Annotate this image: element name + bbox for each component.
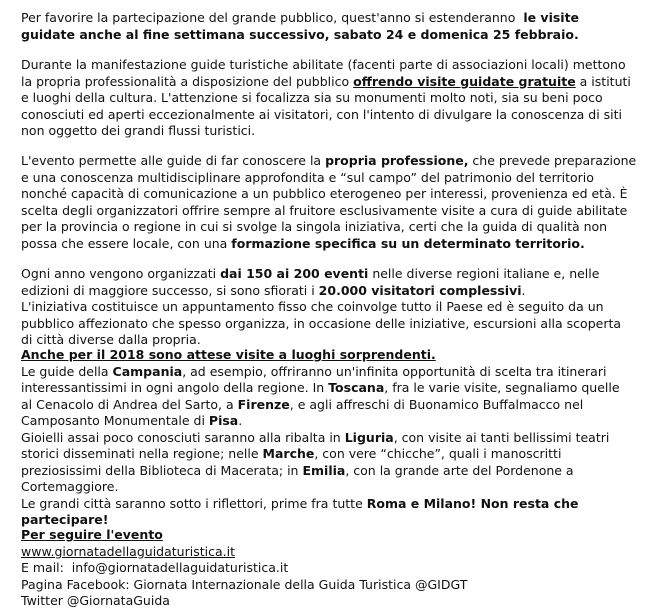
body-text: per la provincia o regione in cui si svolge la singola iniziativa, certi che la guida di qualità non <box>21 219 608 234</box>
text-line <box>21 364 620 381</box>
body-text: conosciuti ed aperti eccezionalmente ai visitatori, con l'intento di divulgare la conoscenza di siti <box>21 106 623 122</box>
body-text: interessantissimi in ogni angolo della regione. In <box>21 380 329 395</box>
body-text: e luoghi della cultura. L'attenzione si focalizza sia su monumenti molto noti, sia su beni poco <box>21 90 603 105</box>
emphasized-text: Emilia <box>302 462 346 478</box>
text-line <box>21 57 631 74</box>
emphasized-underlined-text: offrendo visite guidate gratuite <box>353 73 576 89</box>
emphasized-text: le visite <box>523 10 580 25</box>
text-line <box>21 463 620 480</box>
body-text: , e agli affreschi di Buonamico Buffalmacco nel <box>289 396 584 412</box>
body-text: Le guide della <box>21 363 113 379</box>
text-line <box>21 577 467 594</box>
text-line <box>21 380 620 397</box>
text-line <box>21 560 467 577</box>
body-text: di città diverse dalla propria. <box>21 332 201 347</box>
body-text: E mail: info@giornatadellaguidaturistica.it <box>21 560 289 575</box>
body-text: nelle diverse regioni italiane e, nelle <box>368 266 600 281</box>
emphasized-text: partecipare! <box>21 512 109 527</box>
description-paragraph <box>21 57 631 140</box>
body-text: non oggetto dei grandi flussi turistici. <box>21 123 256 138</box>
text-line <box>21 283 621 300</box>
body-text: Gioielli assai poco conosciuti saranno alla ribalta in <box>21 429 345 445</box>
text-line <box>21 446 620 463</box>
body-text: , con la grande arte del Pordenone a <box>345 462 574 478</box>
body-text: , fra le varie visite, segnaliamo quelle <box>384 380 620 395</box>
body-text: Le grandi città saranno sotto i riflettori, prime fra tutte <box>21 495 367 511</box>
emphasized-text: Firenze <box>237 396 290 412</box>
body-text: . <box>521 282 526 298</box>
body-text: , con vere “chicche”, quali i manoscritti <box>314 446 562 461</box>
text-line <box>21 316 621 333</box>
body-text: preziosissimi della Biblioteca di Macerata; in <box>21 462 303 478</box>
emphasized-underlined-text: Anche per il 2018 sono attese visite a luoghi sorprendenti. <box>21 347 436 362</box>
body-text: Cortemaggiore. <box>21 479 119 494</box>
emphasized-text: Roma e Milano! Non resta che <box>366 495 579 511</box>
text-line <box>21 299 621 316</box>
body-text: scelta degli organizzatori offrire sempre al fruitore esclusivamente visite a cura di guide abilitate <box>21 202 628 218</box>
text-line <box>21 496 620 513</box>
body-text: . <box>238 413 243 428</box>
body-text: Ogni anno vengono organizzati <box>21 266 221 281</box>
body-text: edizioni di maggiore successo, si sono sfiorati i <box>21 282 319 298</box>
body-text: , con visite ai tanti bellissimi teatri <box>393 429 610 445</box>
body-text: Twitter @GiornataGuida <box>21 593 170 608</box>
text-line <box>21 74 631 91</box>
text-line <box>21 90 631 107</box>
emphasized-underlined-text: Per seguire l'evento <box>21 527 163 542</box>
text-line <box>21 544 467 561</box>
highlights-paragraph <box>21 347 620 529</box>
text-line <box>21 236 636 253</box>
emphasized-text: propria professione, <box>325 153 469 168</box>
website-link[interactable]: www.giornatadellaguidaturistica.it <box>21 543 235 559</box>
body-text: e una conoscenza multidisciplinare approfondita e “sul campo” del patrimonio del territorio <box>21 169 594 185</box>
text-line <box>21 153 636 170</box>
body-text: Per favorire la partecipazione del grande pubblico, quest'anno si estenderanno <box>21 10 524 25</box>
body-text: L'iniziativa costituisce un appuntamento fisso che coinvolge tutto il Paese ed è seguito da un <box>21 299 604 314</box>
body-text: nonché capacità di comunicazione a un pubblico eterogeneo per interessi, provenienza ed età. È <box>21 186 628 201</box>
text-line <box>21 266 621 283</box>
body-text: a istituti <box>575 73 631 89</box>
statistics-paragraph <box>21 266 621 349</box>
text-line <box>21 593 467 610</box>
body-text: storici disseminati nella regione; nelle <box>21 446 263 461</box>
text-line <box>21 170 636 187</box>
body-text: la propria professionalità a disposizione del pubblico <box>21 73 354 89</box>
body-text: possa che essere locale, con una <box>21 235 232 251</box>
text-line <box>21 203 636 220</box>
text-line <box>21 123 631 140</box>
text-line <box>21 527 467 544</box>
body-text: , ad esempio, offriranno un'infinita opportunità di scelta tra itinerari <box>182 363 607 379</box>
text-line <box>21 397 620 414</box>
emphasized-text: formazione specifica su un determinato territorio. <box>231 235 585 251</box>
profession-paragraph <box>21 153 636 252</box>
text-line <box>21 107 631 124</box>
body-text: che prevede preparazione <box>468 153 637 168</box>
text-line <box>21 219 636 236</box>
text-line <box>21 10 579 27</box>
body-text: Pagina Facebook: Giornata Internazionale della Guida Turistica @GIDGT <box>21 576 468 592</box>
emphasized-text: 20.000 visitatori complessivi <box>318 282 522 298</box>
body-text: Durante la manifestazione guide turistiche abilitate (facenti parte di associazioni locali) mettono <box>21 57 626 72</box>
text-line <box>21 479 620 496</box>
emphasized-text: Campania <box>112 363 183 379</box>
text-line <box>21 27 579 44</box>
body-text: al Cenacolo di Andrea del Sarto, a <box>21 396 238 412</box>
emphasized-text: Liguria <box>344 429 394 445</box>
text-line <box>21 347 620 364</box>
intro-paragraph <box>21 10 579 43</box>
contacts-paragraph <box>21 527 467 610</box>
text-line <box>21 186 636 203</box>
text-line <box>21 413 620 430</box>
body-text: L'evento permette alle guide di far conoscere la <box>21 153 326 168</box>
emphasized-text: Toscana <box>328 380 385 395</box>
emphasized-text: Marche <box>262 446 315 461</box>
text-line <box>21 430 620 447</box>
emphasized-text: guidate anche al fine settimana successivo, sabato 24 e domenica 25 febbraio. <box>21 26 579 42</box>
body-text: pubblico affezionato che spesso organizza, in occasione delle iniziative, escursioni alla scoperta <box>21 315 622 331</box>
body-text: Camposanto Monumentale di <box>21 413 209 428</box>
emphasized-text: dai 150 ai 200 eventi <box>220 266 369 281</box>
emphasized-text: Pisa <box>208 413 239 428</box>
